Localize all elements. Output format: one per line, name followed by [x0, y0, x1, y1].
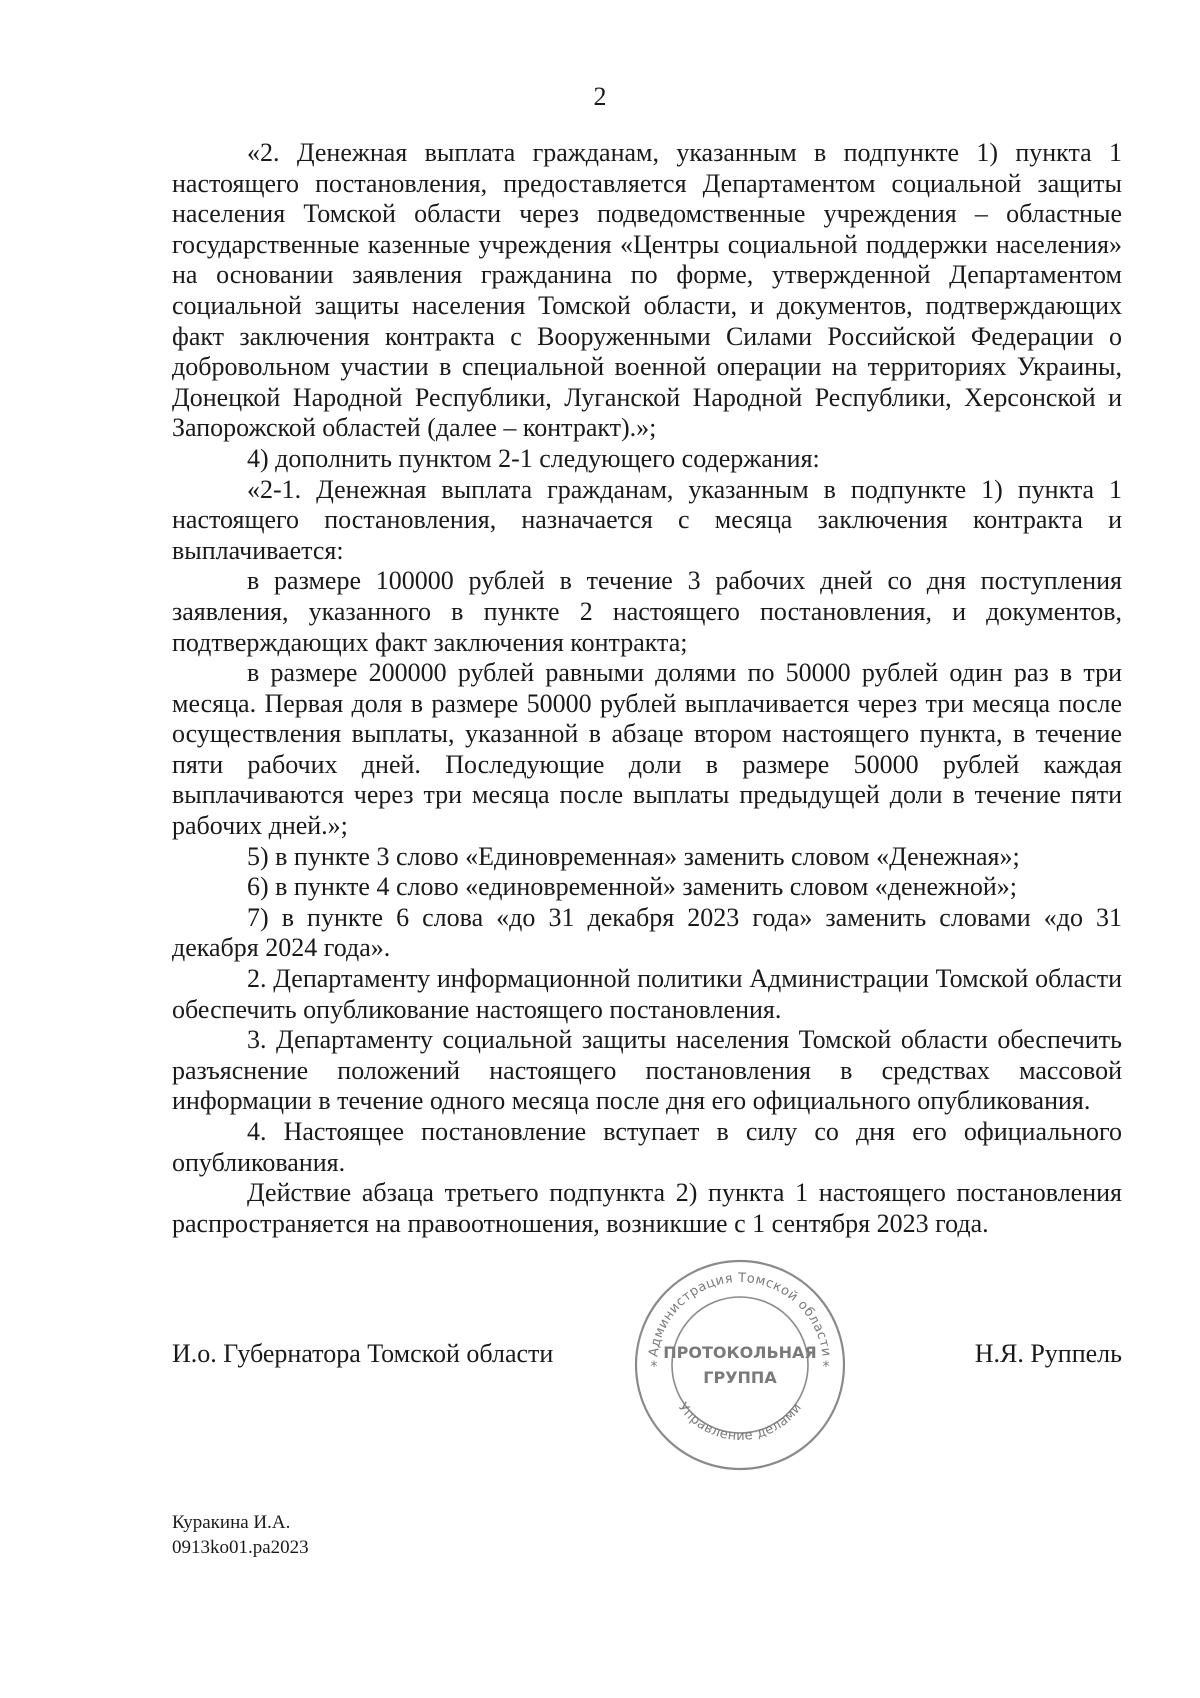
stamp-star-right-icon: *: [822, 1359, 830, 1375]
stamp-center-line2: ГРУППА: [703, 1368, 777, 1387]
official-stamp: [630, 1255, 850, 1475]
paragraph-payment-100000: в размере 100000 рублей в течение 3 рабочих дней со дня поступления заявления, указанного в пункте 2 настоящего постановления, и документов, подтверждающих факт заключения контракта;: [172, 566, 1122, 657]
page-number: 2: [593, 82, 607, 111]
paragraph-point-4: 4. Настоящее постановление вступает в силу со дня его официального опубликования.: [172, 1117, 1122, 1177]
paragraph-item-2-1-intro: «2-1. Денежная выплата гражданам, указанным в подпункте 1) пункта 1 настоящего постановления, назначается с месяца заключения контракта и выплачивается:: [172, 474, 1122, 565]
document-footer: [172, 1510, 309, 1560]
stamp-center-line1: ПРОТОКОЛЬНАЯ: [663, 1343, 817, 1362]
paragraph-item-2-text: «2. Денежная выплата гражданам, указанным в подпункте 1) пункта 1 настоящего постановления, предоставляется Департаментом социальной защиты населения Томской области через подведомственные учреждения – областные государственные казенные учреждения «Центры социальной поддержки населения» на основании заявления гражданина по форме, утвержденной Департаментом социальной защиты населения Томской области, и документов, подтверждающих факт заключения контракта с Вооруженными Силами Российской Федерации о добровольном участии в специальной военной операции на территориях Украины, Донецкой Народной Республики, Луганской Народной Республики, Херсонской и Запорожской областей (далее – контракт).»;: [172, 138, 1122, 443]
paragraph-point-2: 2. Департаменту информационной политики Администрации Томской области обеспечить опубликование настоящего постановления.: [172, 964, 1122, 1024]
paragraph-subitem-6: 6) в пункте 4 слово «единовременной» заменить словом «денежной»;: [247, 872, 1018, 902]
stamp-bottom-text: Управление делами: [674, 1400, 806, 1444]
signatory-title: И.о. Губернатора Томской области: [172, 1339, 554, 1368]
paragraph-effect-clause: Действие абзаца третьего подпункта 2) пункта 1 настоящего постановления распространяется на правоотношения, возникшие с 1 сентября 2023 года.: [172, 1178, 1122, 1238]
document-body: [172, 138, 1122, 1239]
paragraph-subitem-4: 4) дополнить пунктом 2-1 следующего содержания:: [247, 443, 820, 473]
paragraph-subitem-7: 7) в пункте 6 слова «до 31 декабря 2023 года» заменить словами «до 31 декабря 2024 года».: [172, 902, 1122, 963]
paragraph-point-3: 3. Департаменту социальной защиты населения Томской области обеспечить разъяснение положений настоящего постановления в средствах массовой информации в течение одного месяца после дня его официального опубликования.: [172, 1025, 1122, 1116]
document-code: 0913ko01.pa2023: [172, 1537, 309, 1558]
stamp-outer-text: Администрация Томской области: [646, 1270, 834, 1358]
signatory-name: Н.Я. Руппель: [974, 1339, 1122, 1368]
paragraph-payment-200000: в размере 200000 рублей равными долями по 50000 рублей один раз в три месяца. Первая доля в размере 50000 рублей выплачивается через три месяца после осуществления выплаты, указанной в абзаце втором настоящего пункта, в течение пяти рабочих дней. Последующие доли в размере 50000 рублей каждая выплачиваются через три месяца после выплаты предыдущей доли в течение пяти рабочих дней.»;: [172, 658, 1122, 841]
executor-name: Куракина И.А.: [172, 1512, 291, 1533]
paragraph-subitem-5: 5) в пункте 3 слово «Единовременная» заменить словом «Денежная»;: [247, 841, 1020, 871]
stamp-star-left-icon: *: [650, 1359, 658, 1375]
